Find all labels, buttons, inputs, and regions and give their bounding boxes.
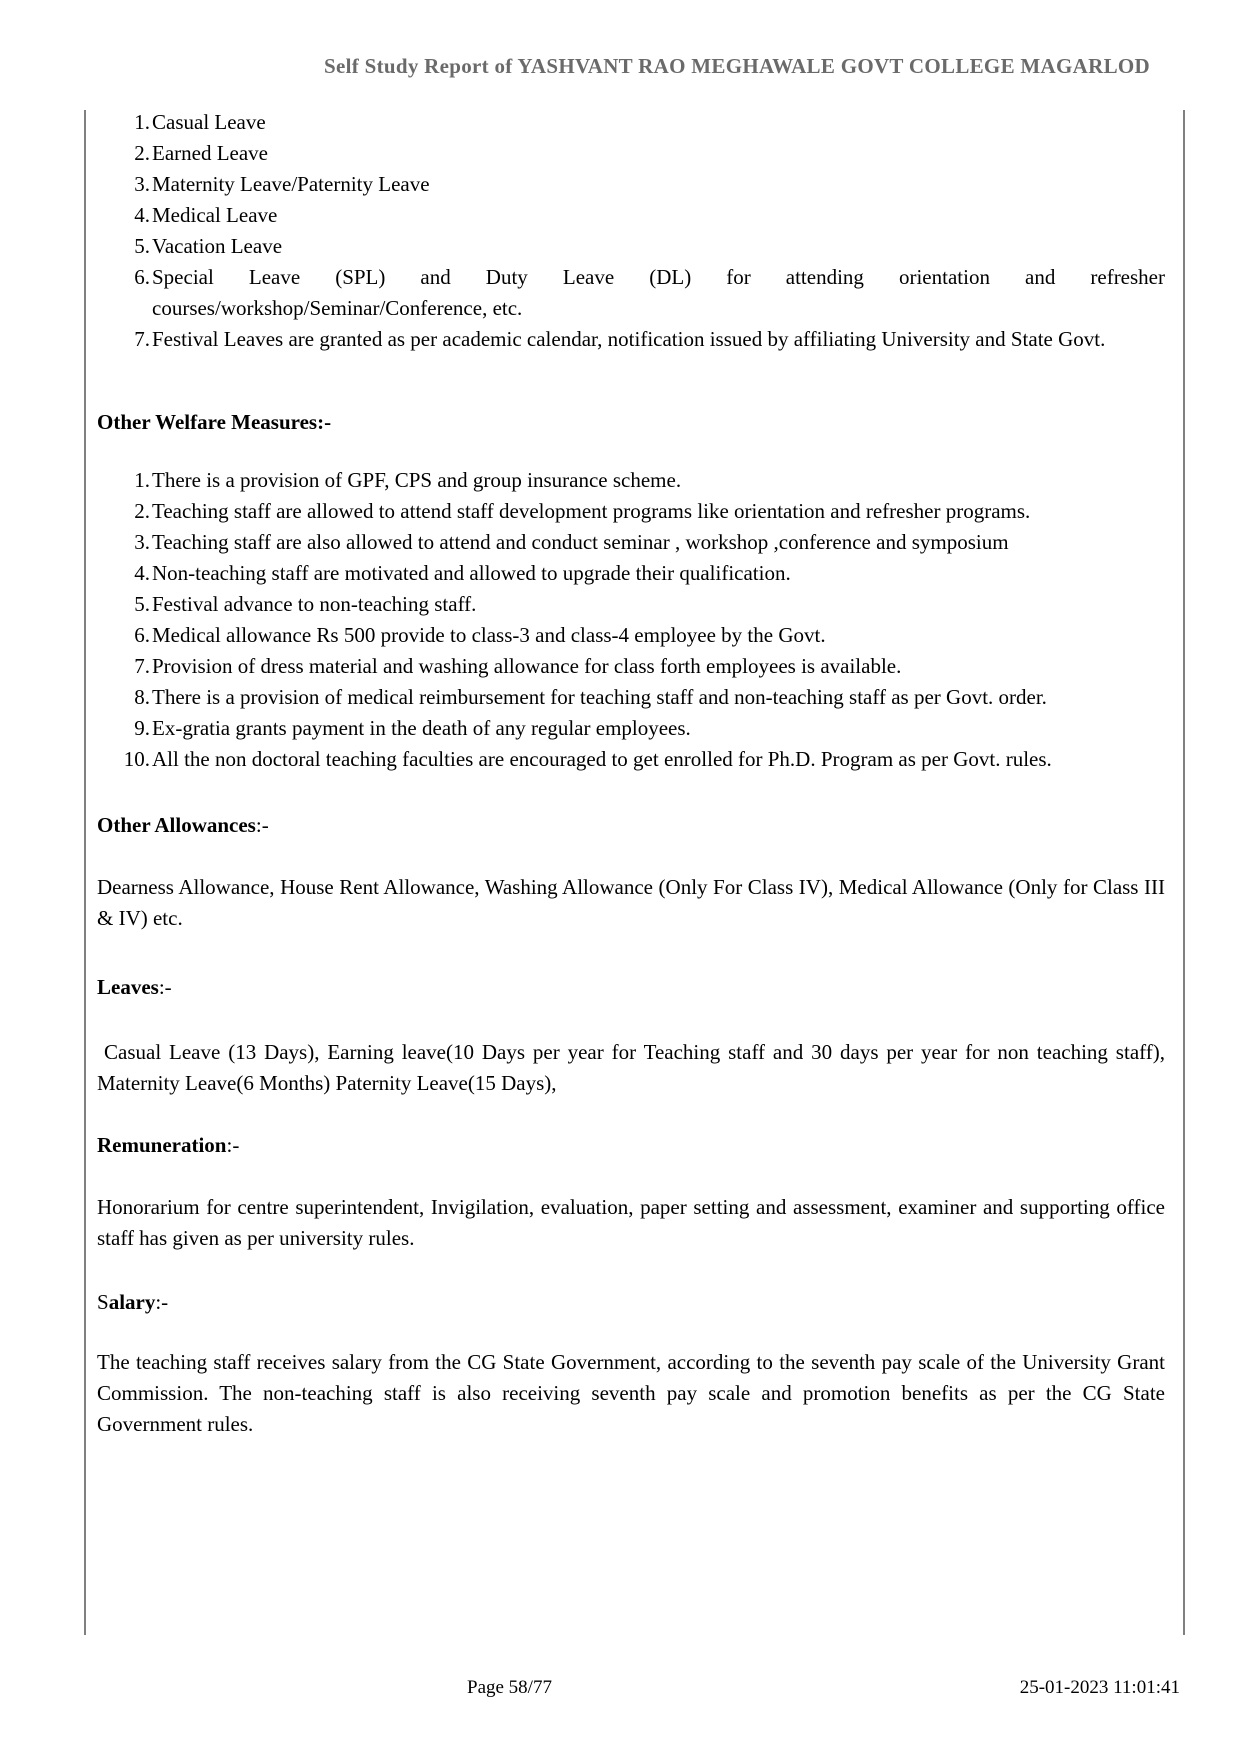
heading-text: Other Welfare Measures:- <box>97 410 332 434</box>
list-item-number: 3. <box>134 172 150 196</box>
heading-prefix: S <box>97 1290 109 1314</box>
list-item-number: 7. <box>134 654 150 678</box>
list-item-text: All the non doctoral teaching faculties are encouraged to get enrolled for Ph.D. Program as per Govt. rules. <box>152 747 1052 771</box>
heading-suffix: :- <box>158 975 172 999</box>
list-item <box>97 620 1165 651</box>
list-item-number: 1. <box>134 468 150 492</box>
list-item-number: 8. <box>134 685 150 709</box>
list-item <box>97 527 1165 558</box>
heading-text: Other Allowances <box>97 813 256 837</box>
list-item <box>97 465 1165 496</box>
remuneration-paragraph: Honorarium for centre superintendent, Invigilation, evaluation, paper setting and assessment, examiner and supporting office staff has given as per university rules. <box>97 1195 1165 1250</box>
list-item-text: Casual Leave <box>152 110 266 134</box>
list-item <box>97 713 1165 744</box>
leave-types-list <box>97 107 1165 355</box>
list-item-text: Provision of dress material and washing allowance for class forth employees is available. <box>152 654 902 678</box>
heading-suffix: :- <box>226 1133 240 1157</box>
welfare-measures-list <box>97 465 1165 775</box>
list-item-number: 3. <box>134 530 150 554</box>
section-heading-other-welfare-measures <box>97 407 1165 438</box>
list-item-text: There is a provision of GPF, CPS and group insurance scheme. <box>152 468 682 492</box>
list-item-number: 2. <box>134 499 150 523</box>
list-item-text: Teaching staff are allowed to attend staff development programs like orientation and refresher programs. <box>152 499 1031 523</box>
document-content <box>97 107 1165 1440</box>
list-item-text: Festival advance to non-teaching staff. <box>152 592 477 616</box>
salary-paragraph: The teaching staff receives salary from the CG State Government, according to the seventh pay scale of the University Grant Commission. The non-teaching staff is also receiving seventh pay scale and promotion benefits as per the CG State Government rules. <box>97 1350 1165 1436</box>
heading-text: Leaves <box>97 975 159 999</box>
list-item-text: Medical Leave <box>152 203 278 227</box>
list-item-text: Teaching staff are also allowed to attend and conduct seminar , workshop ,conference and symposium <box>152 530 1009 554</box>
footer-timestamp: 25-01-2023 11:01:41 <box>1019 1677 1180 1698</box>
list-item-number: 1. <box>134 110 150 134</box>
list-item-text: Medical allowance Rs 500 provide to class-3 and class-4 employee by the Govt. <box>152 623 826 647</box>
section-heading-leaves <box>97 972 1165 1003</box>
list-item-number: 4. <box>134 561 150 585</box>
list-item-text: There is a provision of medical reimbursement for teaching staff and non-teaching staff as per Govt. order. <box>152 685 1047 709</box>
list-item-number: 4. <box>134 203 150 227</box>
list-item <box>97 589 1165 620</box>
list-item <box>97 138 1165 169</box>
list-item-text: Special Leave (SPL) and Duty Leave (DL) for attending orientation and refresher courses/workshop/Seminar/Conference, etc. <box>152 265 1165 320</box>
heading-suffix: :- <box>155 1290 169 1314</box>
list-item-text: Festival Leaves are granted as per academic calendar, notification issued by affiliating University and State Govt. <box>152 327 1106 351</box>
list-item-number: 10. <box>123 747 150 771</box>
list-item <box>97 262 1165 324</box>
page-header-title: Self Study Report of YASHVANT RAO MEGHAWALE GOVT COLLEGE MAGARLOD <box>324 54 1150 78</box>
list-item <box>97 496 1165 527</box>
list-item <box>97 107 1165 138</box>
list-item-text: Non-teaching staff are motivated and allowed to upgrade their qualification. <box>152 561 791 585</box>
list-item <box>97 200 1165 231</box>
leaves-paragraph: Casual Leave (13 Days), Earning leave(10 Days per year for Teaching staff and 30 days per year for non teaching staff), Maternity Leave(6 Months) Paternity Leave(15 Days), <box>97 1040 1165 1095</box>
list-item-text: Maternity Leave/Paternity Leave <box>152 172 430 196</box>
list-item-text: Earned Leave <box>152 141 269 165</box>
list-item <box>97 744 1165 775</box>
list-item <box>97 682 1165 713</box>
list-item <box>97 231 1165 262</box>
list-item <box>97 169 1165 200</box>
list-item-number: 7. <box>134 327 150 351</box>
heading-text: Remuneration <box>97 1133 227 1157</box>
list-item-number: 2. <box>134 141 150 165</box>
list-item <box>97 324 1165 355</box>
section-heading-other-allowances <box>97 810 1165 841</box>
heading-text: alary <box>108 1290 156 1314</box>
section-heading-salary <box>97 1287 1165 1318</box>
list-item-number: 6. <box>134 265 150 289</box>
list-item-number: 6. <box>134 623 150 647</box>
list-item-text: Ex-gratia grants payment in the death of any regular employees. <box>152 716 691 740</box>
list-item-number: 5. <box>134 234 150 258</box>
list-item <box>97 651 1165 682</box>
list-item-number: 5. <box>134 592 150 616</box>
list-item-text: Vacation Leave <box>152 234 283 258</box>
footer-page-number: Page 58/77 <box>467 1677 552 1698</box>
heading-suffix: :- <box>255 813 269 837</box>
section-heading-remuneration <box>97 1130 1165 1161</box>
list-item <box>97 558 1165 589</box>
list-item-number: 9. <box>134 716 150 740</box>
other-allowances-paragraph: Dearness Allowance, House Rent Allowance, Washing Allowance (Only For Class IV), Medical Allowance (Only for Class III & IV) etc. <box>97 875 1165 930</box>
